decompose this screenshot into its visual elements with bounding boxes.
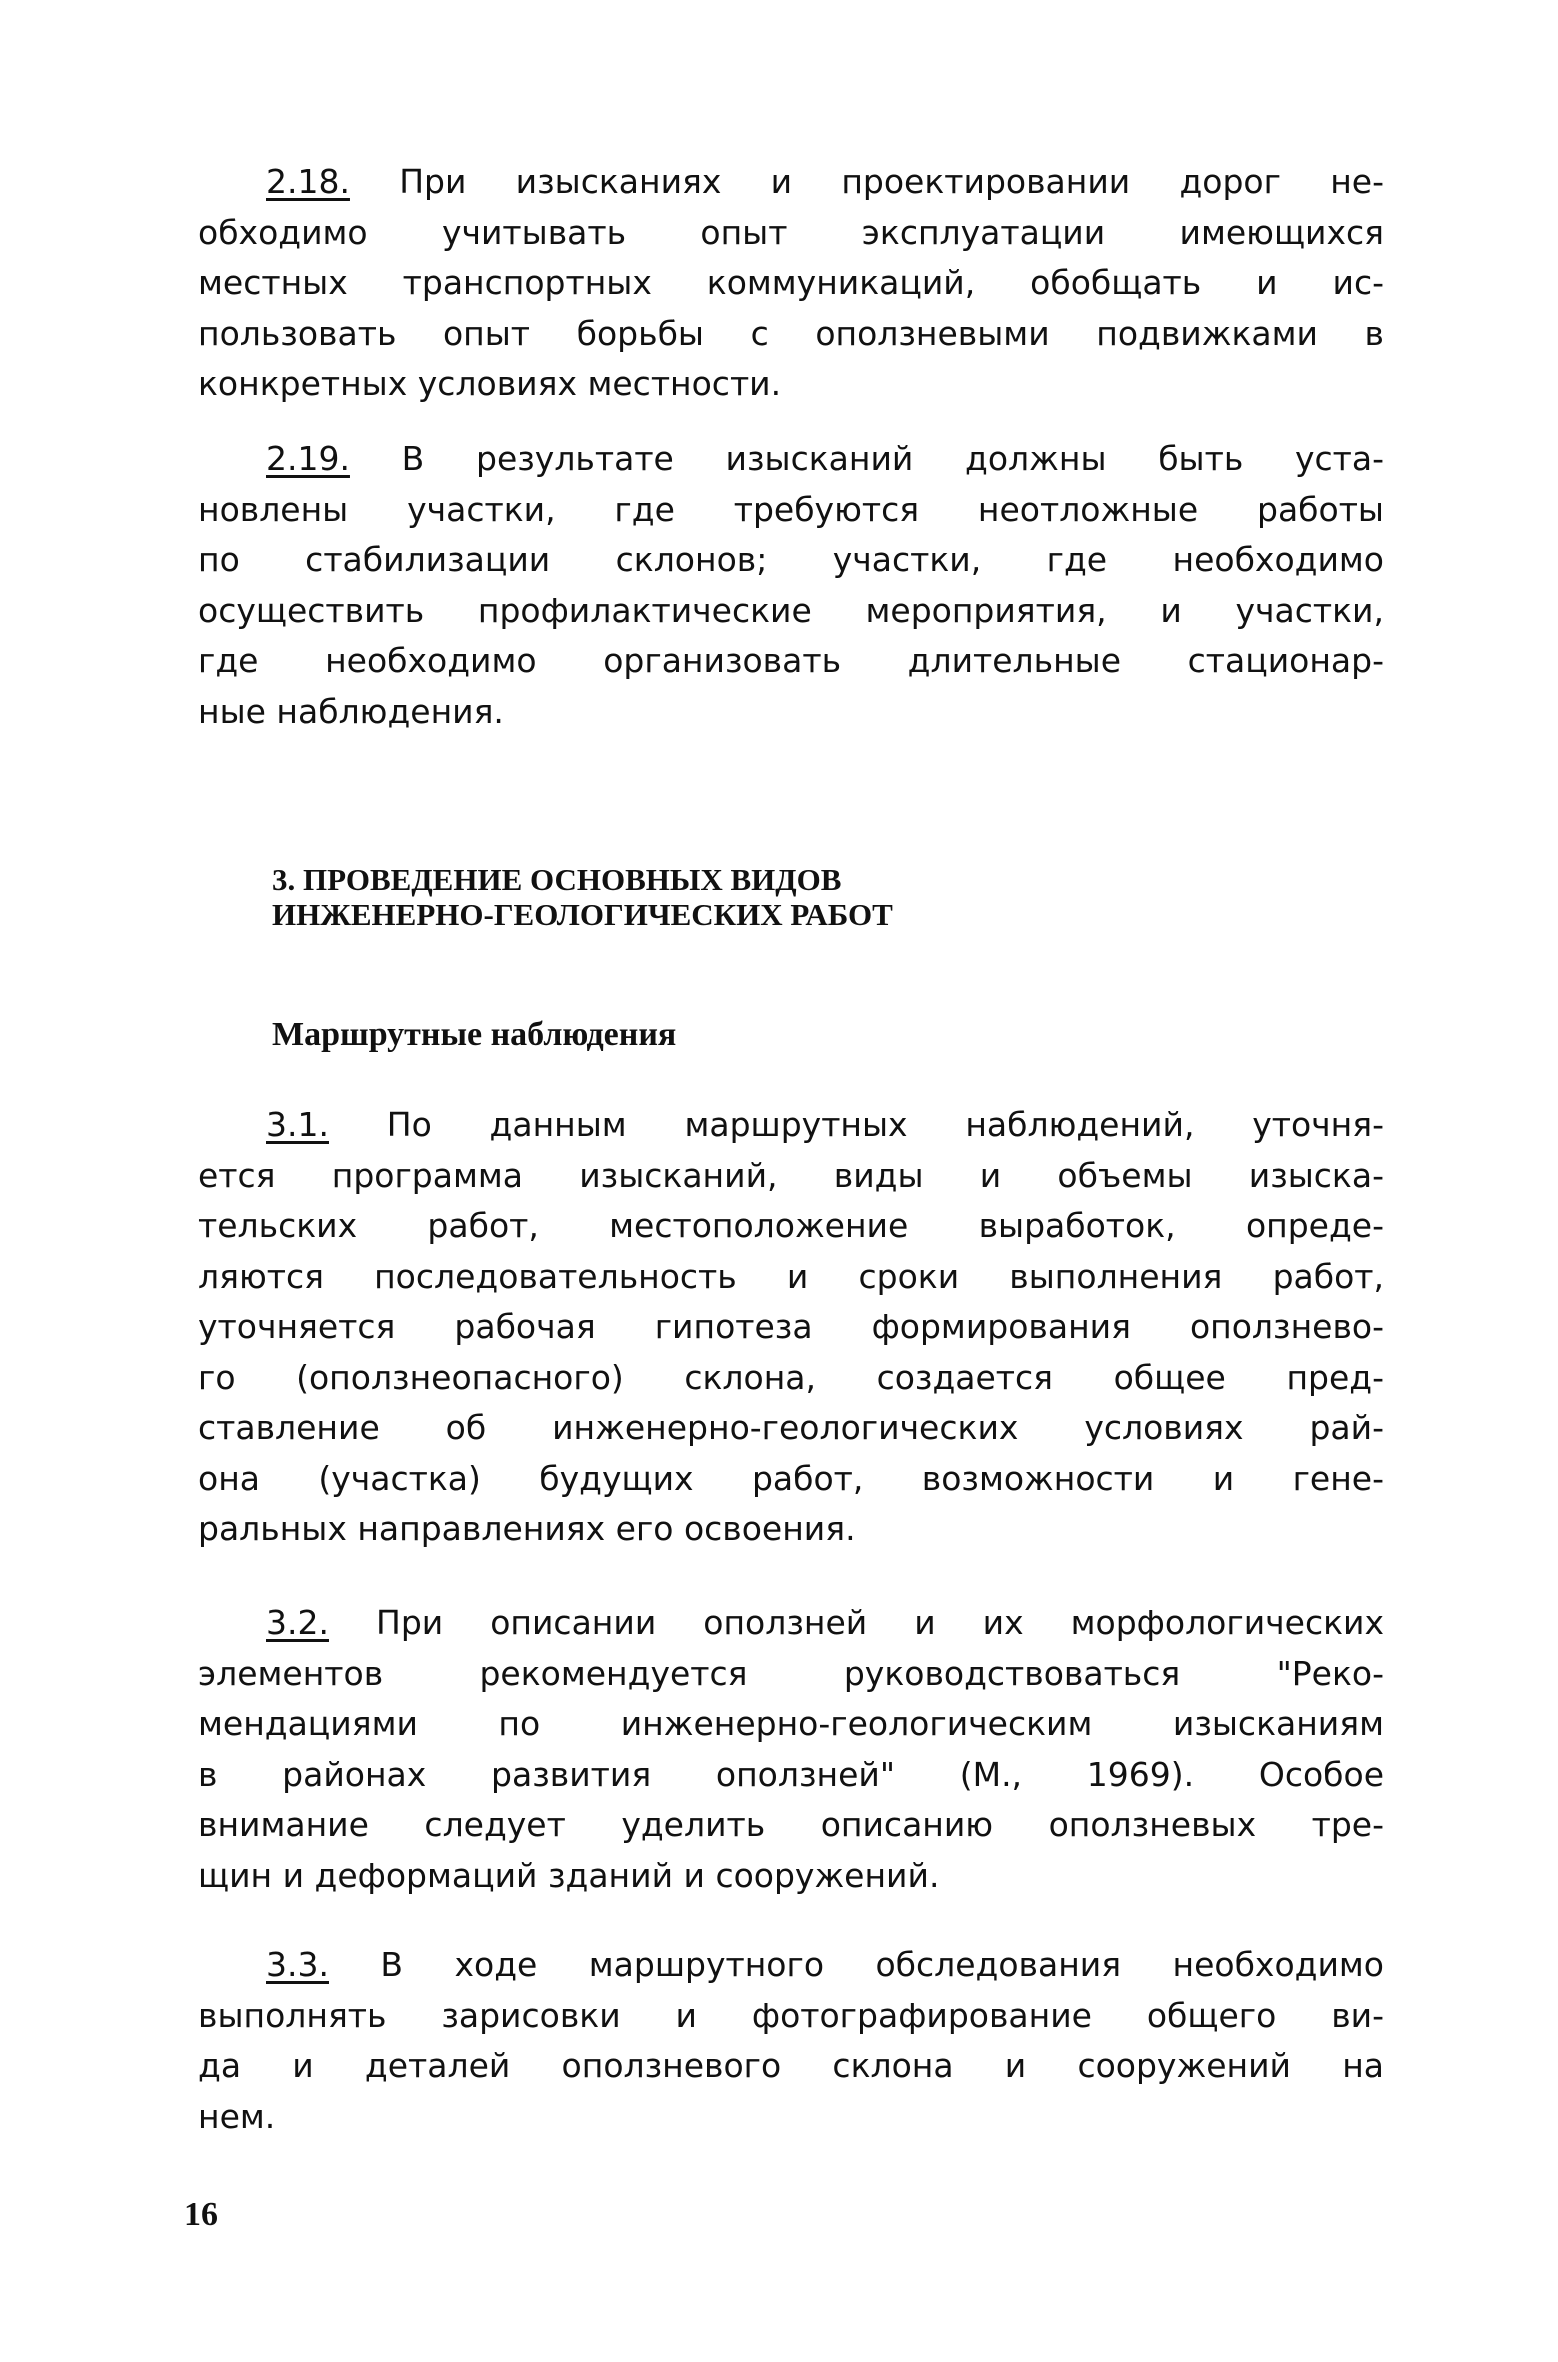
text-line	[198, 687, 1384, 738]
text-line	[198, 1940, 1384, 1991]
line-text: ется программа изысканий, виды и объемы изыска-	[198, 1155, 1384, 1195]
line-text: пользовать опыт борьбы с оползневыми подвижками в	[198, 313, 1384, 353]
line-text: элементов рекомендуется руководствоваться "Реко-	[198, 1653, 1384, 1693]
text-line	[198, 359, 1384, 410]
text-line	[198, 1201, 1384, 1252]
line-text: При описании оползней и их морфологических	[376, 1603, 1384, 1642]
section-heading-line1: 3. ПРОВЕДЕНИЕ ОСНОВНЫХ ВИДОВ	[272, 862, 842, 897]
line-text: тельских работ, местоположение выработок, опреде-	[198, 1206, 1384, 1245]
line-text: выполнять зарисовки и фотографирование общего ви-	[198, 1995, 1384, 2035]
line-text: щин и деформаций зданий и сооружений.	[198, 1855, 940, 1895]
line-text: По данным маршрутных наблюдений, уточня-	[386, 1105, 1384, 1144]
paragraph-3-1	[198, 1100, 1384, 1555]
line-text: мендациями по инженерно-геологическим изысканиям	[198, 1704, 1384, 1743]
text-line	[198, 1800, 1384, 1851]
section-heading-line2: ИНЖЕНЕРНО-ГЕОЛОГИЧЕСКИХ РАБОТ	[272, 897, 893, 932]
line-text: в районах развития оползней" (М., 1969). Особое	[198, 1754, 1384, 1794]
text-line	[198, 157, 1384, 208]
text-line	[198, 1750, 1384, 1801]
line-text: В ходе маршрутного обследования необходимо	[380, 1945, 1384, 1984]
text-line	[198, 535, 1384, 586]
text-line	[198, 636, 1384, 687]
paragraph-number: 3.2.	[266, 1603, 329, 1642]
line-text: по стабилизации склонов; участки, где необходимо	[198, 540, 1384, 579]
line-text: да и деталей оползневого склона и сооружений на	[198, 2046, 1384, 2085]
text-line	[198, 586, 1384, 637]
text-line	[198, 2092, 1384, 2143]
line-text: При изысканиях и проектировании дорог не-	[399, 162, 1384, 201]
line-text: В результате изысканий должны быть уста-	[401, 439, 1384, 478]
line-text: местных транспортных коммуникаций, обобщать и ис-	[198, 263, 1384, 302]
text-line	[198, 1353, 1384, 1404]
text-line	[198, 1649, 1384, 1700]
text-line	[198, 1504, 1384, 1555]
text-line	[198, 1151, 1384, 1202]
line-text: ные наблюдения.	[198, 691, 504, 731]
line-text: где необходимо организовать длительные стационар-	[198, 641, 1384, 680]
text-line	[198, 258, 1384, 309]
subsection-heading: Маршрутные наблюдения	[272, 1016, 677, 1053]
paragraph-3-3	[198, 1940, 1384, 2142]
text-line	[198, 1991, 1384, 2042]
line-text: осуществить профилактические мероприятия, и участки,	[198, 590, 1384, 630]
page-number: 16	[184, 2196, 218, 2233]
text-line	[198, 1302, 1384, 1353]
text-line	[198, 1403, 1384, 1454]
paragraph-3-2	[198, 1598, 1384, 1901]
text-line	[198, 1851, 1384, 1902]
paragraph-number: 2.18.	[266, 162, 350, 201]
line-text: го (оползнеопасного) склона, создается общее пред-	[198, 1357, 1384, 1397]
line-text: ставление об инженерно-геологических условиях рай-	[198, 1408, 1384, 1447]
text-line	[198, 1252, 1384, 1303]
line-text: она (участка) будущих работ, возможности и гене-	[198, 1458, 1384, 1498]
text-line	[198, 1699, 1384, 1750]
text-line	[198, 1454, 1384, 1505]
line-text: внимание следует уделить описанию оползневых тре-	[198, 1805, 1384, 1844]
paragraph-number: 3.1.	[266, 1105, 329, 1144]
text-line	[198, 2041, 1384, 2092]
line-text: новлены участки, где требуются неотложные работы	[198, 489, 1384, 529]
text-line	[198, 309, 1384, 360]
text-line	[198, 1100, 1384, 1151]
line-text: ральных направлениях его освоения.	[198, 1509, 856, 1548]
paragraph-number: 3.3.	[266, 1945, 329, 1984]
text-line	[198, 434, 1384, 485]
line-text: конкретных условиях местности.	[198, 364, 782, 403]
line-text: нем.	[198, 2096, 276, 2136]
paragraph-2-18	[198, 157, 1384, 410]
section-heading	[272, 862, 893, 932]
line-text: обходимо учитывать опыт эксплуатации имеющихся	[198, 212, 1384, 252]
text-line	[198, 485, 1384, 536]
paragraph-number: 2.19.	[266, 439, 350, 478]
line-text: уточняется рабочая гипотеза формирования оползнево-	[198, 1307, 1384, 1346]
line-text: ляются последовательность и сроки выполнения работ,	[198, 1256, 1384, 1296]
text-line	[198, 208, 1384, 259]
text-line	[198, 1598, 1384, 1649]
paragraph-2-19	[198, 434, 1384, 737]
